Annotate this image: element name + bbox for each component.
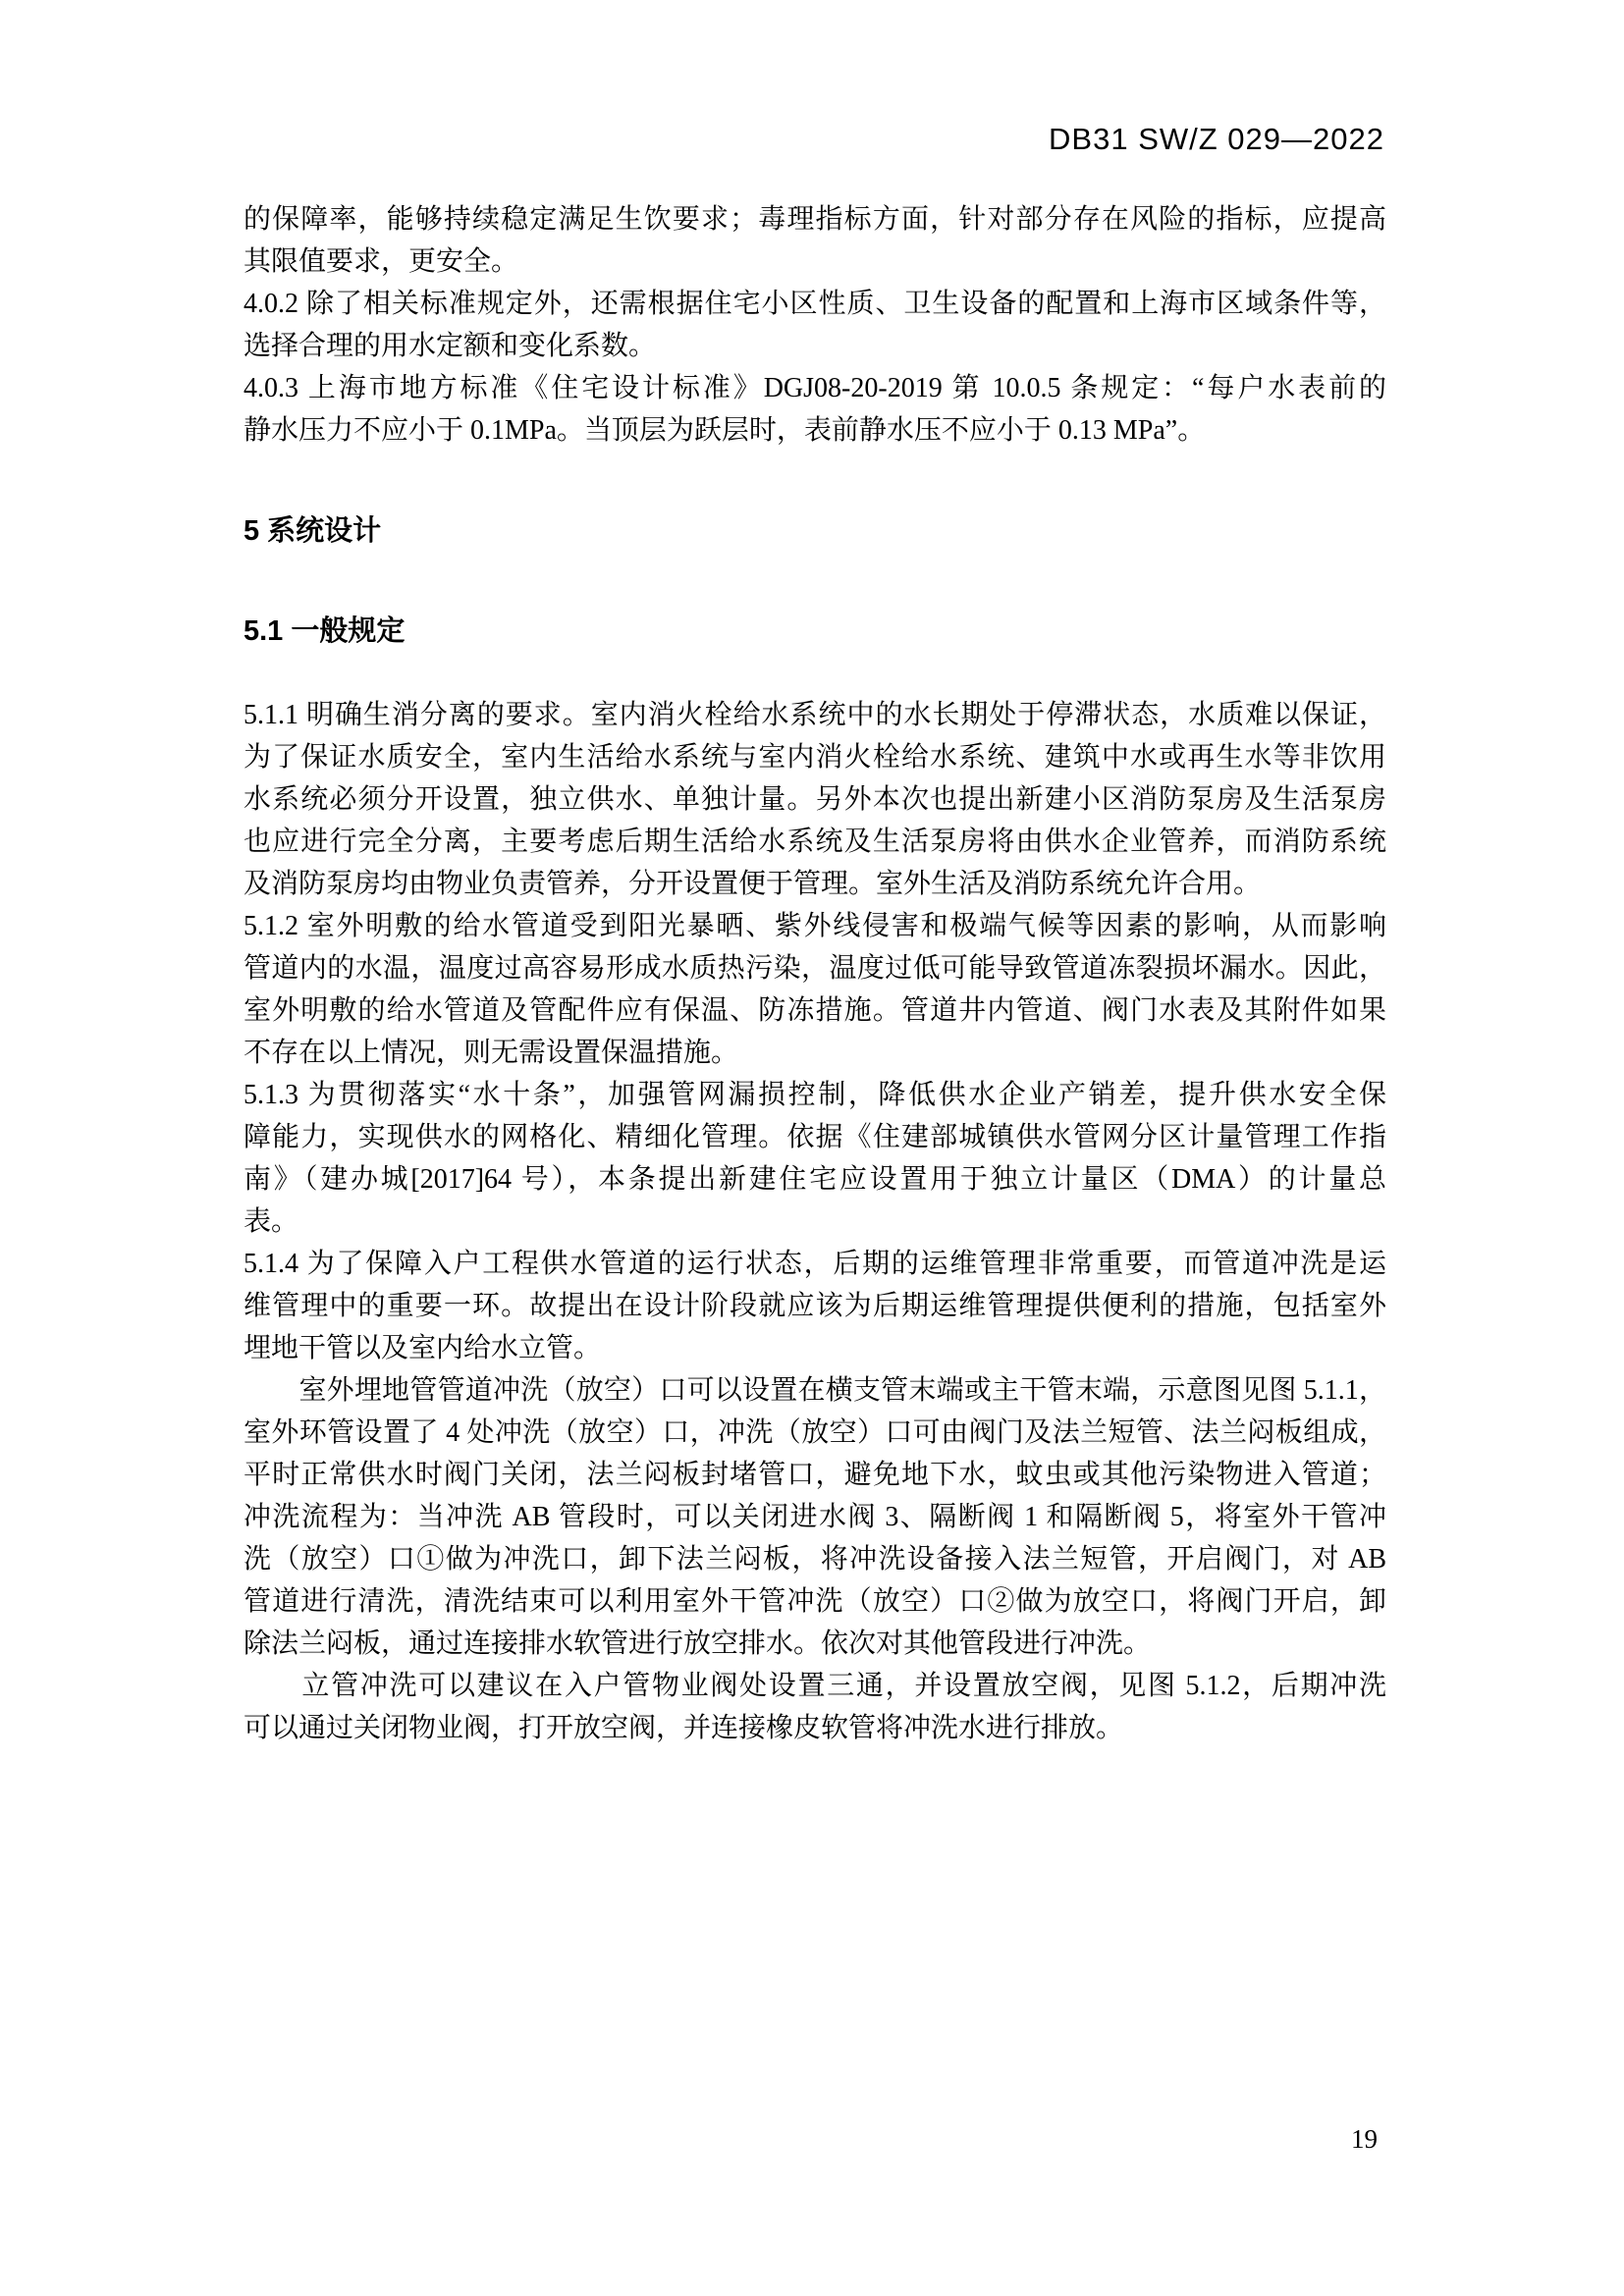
text-line: 选择合理的用水定额和变化系数。	[244, 331, 657, 361]
text-line: 室外明敷的给水管道及管配件应有保温、防冻措施。管道井内管道、阀门水表及其附件如果	[244, 995, 1386, 1026]
text-line: 5.1.2 室外明敷的给水管道受到阳光暴晒、紫外线侵害和极端气候等因素的影响，从而影响	[244, 911, 1386, 941]
section-heading: 5 系统设计	[244, 515, 382, 547]
text-line: 4.0.3 上海市地方标准《住宅设计标准》DGJ08-20-2019 第 10.0.5 条规定：“每户水表前的	[244, 373, 1386, 403]
page-number: 19	[1351, 2124, 1378, 2154]
text-line: 不存在以上情况，则无需设置保温措施。	[244, 1038, 739, 1068]
document-body	[244, 198, 1386, 1749]
text-line: 的保障率，能够持续稳定满足生饮要求；毒理指标方面，针对部分存在风险的指标，应提高	[244, 204, 1386, 235]
text-line: 水系统必须分开设置，独立供水、单独计量。另外本次也提出新建小区消防泵房及生活泵房	[244, 784, 1386, 815]
text-line: 可以通过关闭物业阀，打开放空阀，并连接橡皮软管将冲洗水进行排放。	[244, 1713, 1124, 1743]
text-line: 及消防泵房均由物业负责管养，分开设置便于管理。室外生活及消防系统允许合用。	[244, 869, 1262, 899]
text-line: 室外环管设置了 4 处冲洗（放空）口，冲洗（放空）口可由阀门及法兰短管、法兰闷板组成，	[244, 1417, 1386, 1448]
paragraph	[244, 1243, 1386, 1369]
text-line: 冲洗流程为：当冲洗 AB 管段时，可以关闭进水阀 3、隔断阀 1 和隔断阀 5，将室外干管冲	[244, 1502, 1386, 1532]
text-line: 平时正常供水时阀门关闭，法兰闷板封堵管口，避免地下水，蚊虫或其他污染物进入管道；	[244, 1460, 1386, 1490]
text-line: 南》（建办城[2017]64 号），本条提出新建住宅应设置用于独立计量区（DMA）的计量总	[244, 1164, 1386, 1195]
text-line: 障能力，实现供水的网格化、精细化管理。依据《住建部城镇供水管网分区计量管理工作指	[244, 1122, 1386, 1152]
text-line: 也应进行完全分离，主要考虑后期生活给水系统及生活泵房将由供水企业管养，而消防系统	[244, 827, 1386, 857]
text-line: 管道进行清洗，清洗结束可以利用室外干管冲洗（放空）口②做为放空口，将阀门开启，卸	[244, 1586, 1386, 1617]
text-line: 为了保证水质安全，室内生活给水系统与室内消火栓给水系统、建筑中水或再生水等非饮用	[244, 742, 1386, 773]
paragraph	[244, 198, 1386, 283]
text-line: 管道内的水温，温度过高容易形成水质热污染，温度过低可能导致管道冻裂损坏漏水。因此，	[244, 953, 1386, 984]
text-line: 洗（放空）口①做为冲洗口，卸下法兰闷板，将冲洗设备接入法兰短管，开启阀门，对 AB	[244, 1544, 1386, 1575]
text-line: 立管冲洗可以建议在入户管物业阀处设置三通，并设置放空阀，见图 5.1.2，后期冲洗	[244, 1671, 1386, 1701]
text-line: 5.1.3 为贯彻落实“水十条”，加强管网漏损控制，降低供水企业产销差，提升供水安全保	[244, 1080, 1386, 1110]
document-header-code: DB31 SW/Z 029—2022	[1049, 122, 1384, 156]
text-line: 室外埋地管管道冲洗（放空）口可以设置在横支管末端或主干管末端，示意图见图 5.1.1，	[244, 1375, 1386, 1406]
paragraph	[244, 905, 1386, 1074]
paragraph	[244, 694, 1386, 905]
paragraph	[244, 1369, 1386, 1665]
text-line: 埋地干管以及室内给水立管。	[244, 1333, 602, 1363]
paragraph	[244, 1665, 1386, 1749]
text-line: 维管理中的重要一环。故提出在设计阶段就应该为后期运维管理提供便利的措施，包括室外	[244, 1291, 1386, 1321]
paragraph	[244, 367, 1386, 452]
text-line: 除法兰闷板，通过连接排水软管进行放空排水。依次对其他管段进行冲洗。	[244, 1629, 1152, 1659]
paragraph	[244, 283, 1386, 367]
text-line: 4.0.2 除了相关标准规定外，还需根据住宅小区性质、卫生设备的配置和上海市区域条件等，	[244, 289, 1386, 319]
section-heading: 5.1 一般规定	[244, 615, 406, 647]
text-line: 表。	[244, 1206, 299, 1237]
paragraph	[244, 1074, 1386, 1243]
text-line: 5.1.1 明确生消分离的要求。室内消火栓给水系统中的水长期处于停滞状态，水质难以保证，	[244, 700, 1386, 730]
text-line: 静水压力不应小于 0.1MPa。当顶层为跃层时，表前静水压不应小于 0.13 MPa”。	[244, 415, 1206, 446]
text-line: 其限值要求，更安全。	[244, 246, 519, 277]
text-line: 5.1.4 为了保障入户工程供水管道的运行状态，后期的运维管理非常重要，而管道冲洗是运	[244, 1249, 1386, 1279]
